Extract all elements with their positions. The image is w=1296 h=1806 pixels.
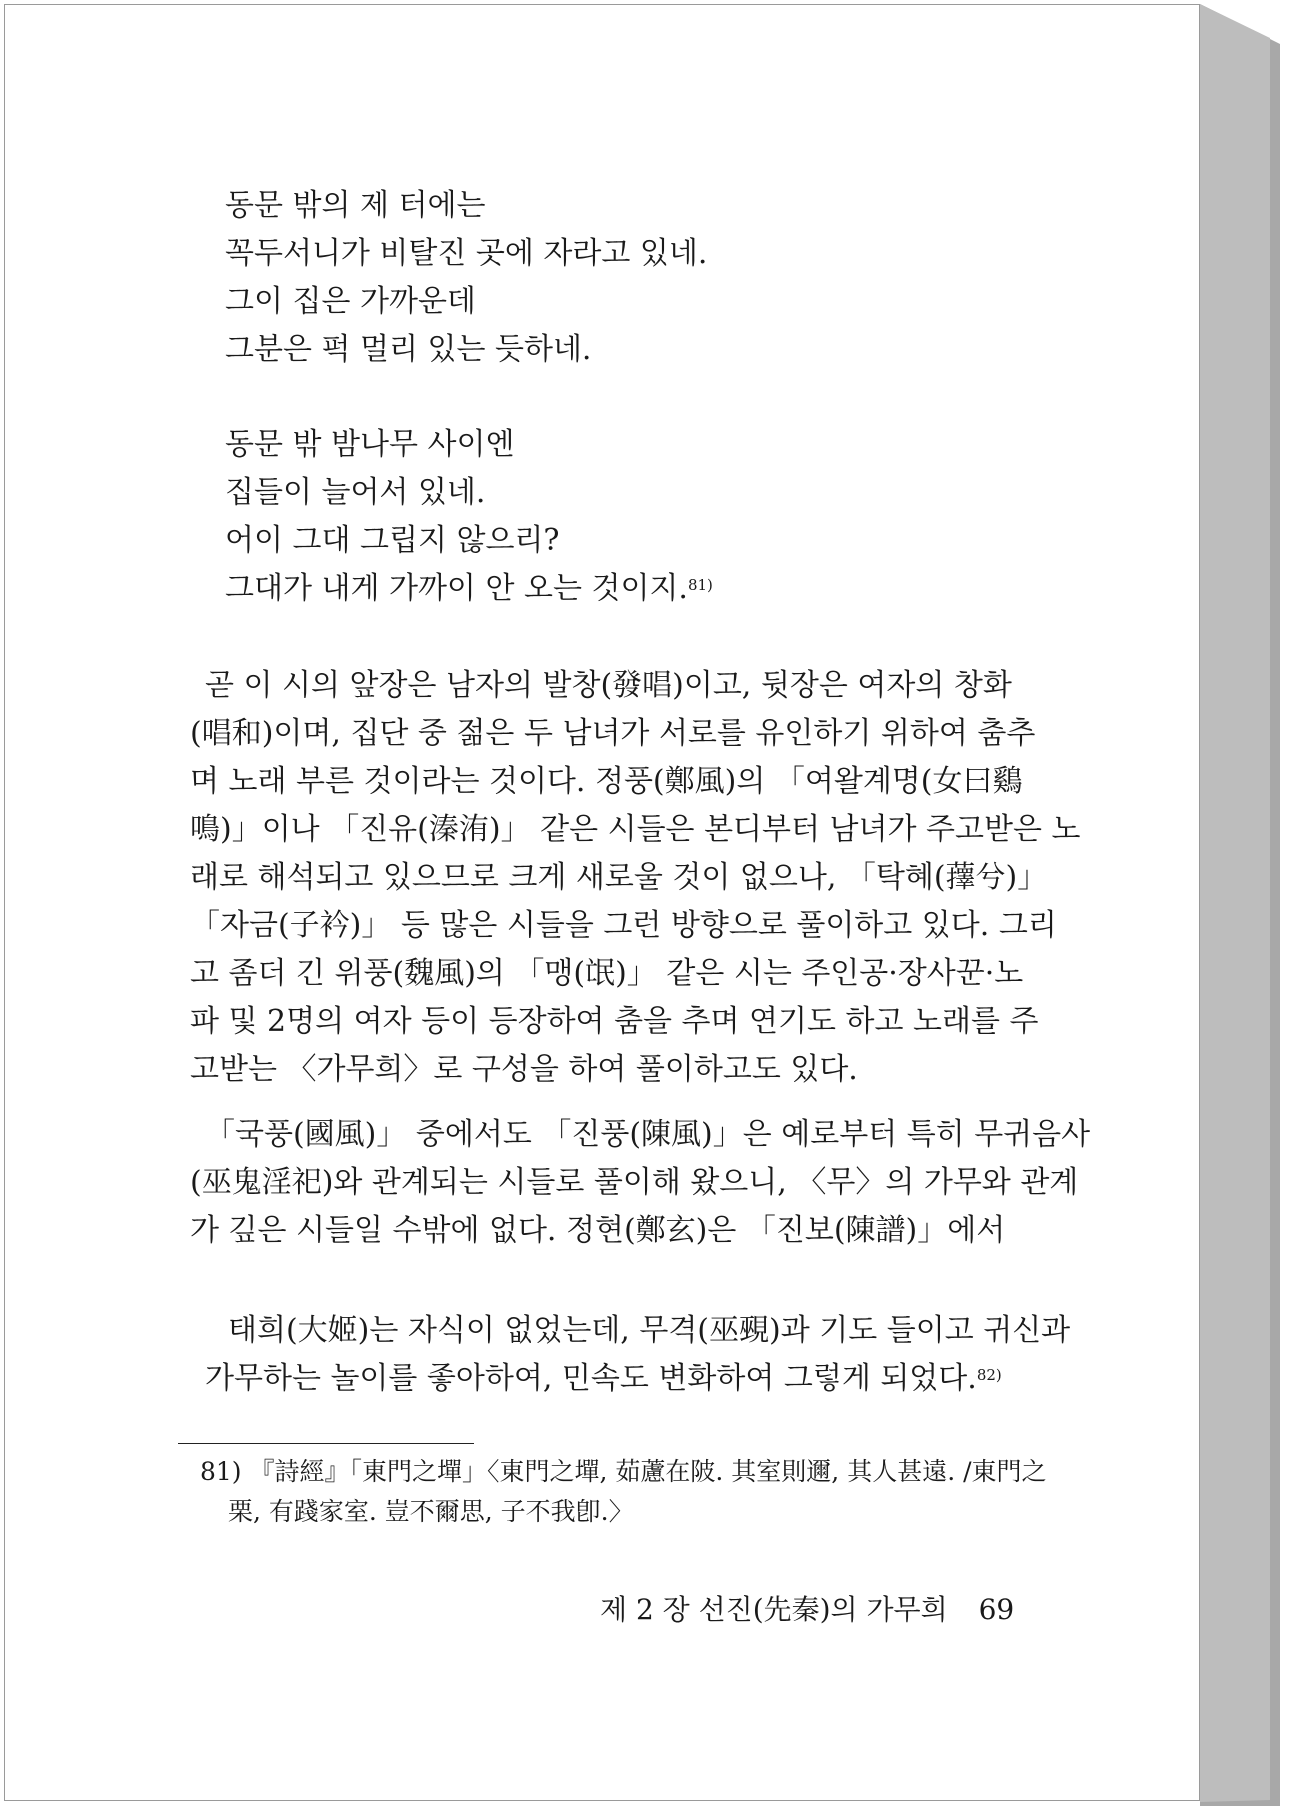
para-line: 곧 이 시의 앞장은 남자의 발창(發唱)이고, 뒷장은 여자의 창화 — [205, 668, 1012, 703]
quote-line: 태희(大姬)는 자식이 없었는데, 무격(巫覡)과 기도 들이고 귀신과 — [228, 1313, 1071, 1348]
verse-line: 동문 밖 밤나무 사이엔 — [225, 427, 515, 462]
para-line: 고 좀더 긴 위풍(魏風)의 「맹(氓)」 같은 시는 주인공·장사꾼·노 — [190, 956, 1024, 991]
para-line: 「국풍(國風)」 중에서도 「진풍(陳風)」은 예로부터 특히 무귀음사 — [205, 1117, 1091, 1152]
quote-line-last — [205, 1361, 1002, 1397]
footnote-ref: 82) — [976, 1366, 1002, 1384]
running-footer — [600, 1588, 1014, 1628]
para-line: (巫鬼淫祀)와 관계되는 시들로 풀이해 왔으니, 〈무〉의 가무와 관계 — [190, 1165, 1079, 1200]
verse-line: 그이 집은 가까운데 — [225, 284, 476, 319]
quote-line: 가무하는 놀이를 좋아하여, 민속도 변화하여 그렇게 되었다. — [205, 1361, 977, 1396]
verse-line: 동문 밖의 제 터에는 — [225, 188, 486, 223]
para-line: 鳴)」이나 「진유(溱洧)」 같은 시들은 본디부터 남녀가 주고받은 노 — [190, 812, 1081, 847]
verse-line-last — [225, 571, 713, 607]
verse-line: 어이 그대 그립지 않으리? — [225, 523, 560, 558]
para-line: 「자금(子衿)」 등 많은 시들을 그런 방향으로 풀이하고 있다. 그리 — [190, 908, 1057, 943]
verse-line: 집들이 늘어서 있네. — [225, 475, 486, 510]
verse-line: 그대가 내게 가까이 안 오는 것이지. — [225, 571, 688, 606]
verse-line: 꼭두서니가 비탈진 곳에 자라고 있네. — [225, 236, 708, 271]
chapter-title: 제 2 장 선진(先秦)의 가무희 — [600, 1593, 948, 1626]
footnote-line: 81) 『詩經』「東門之墠」〈東門之墠, 茹藘在陂. 其室則邇, 其人甚遠. /東門之 — [200, 1457, 1047, 1486]
footnote-rule — [178, 1443, 474, 1444]
page-number: 69 — [978, 1593, 1015, 1626]
para-line: 래로 해석되고 있으므로 크게 새로울 것이 없으나, 「탁혜(蘀兮)」 — [190, 860, 1048, 895]
footnote-ref: 81) — [687, 576, 713, 594]
book-page — [4, 4, 1200, 1801]
verse-line: 그분은 퍽 멀리 있는 듯하네. — [225, 332, 592, 367]
footnote-line: 栗, 有踐家室. 豈不爾思, 子不我卽.〉 — [228, 1497, 634, 1526]
para-line: 며 노래 부른 것이라는 것이다. 정풍(鄭風)의 「여왈계명(女曰鷄 — [190, 764, 1023, 799]
para-line: (唱和)이며, 집단 중 젊은 두 남녀가 서로를 유인하기 위하여 춤추 — [190, 716, 1036, 751]
para-line: 고받는 〈가무희〉로 구성을 하여 풀이하고도 있다. — [190, 1052, 858, 1087]
para-line: 가 깊은 시들일 수밖에 없다. 정현(鄭玄)은 「진보(陳譜)」에서 — [190, 1213, 1006, 1248]
para-line: 파 및 2명의 여자 등이 등장하여 춤을 추며 연기도 하고 노래를 주 — [190, 1004, 1039, 1039]
